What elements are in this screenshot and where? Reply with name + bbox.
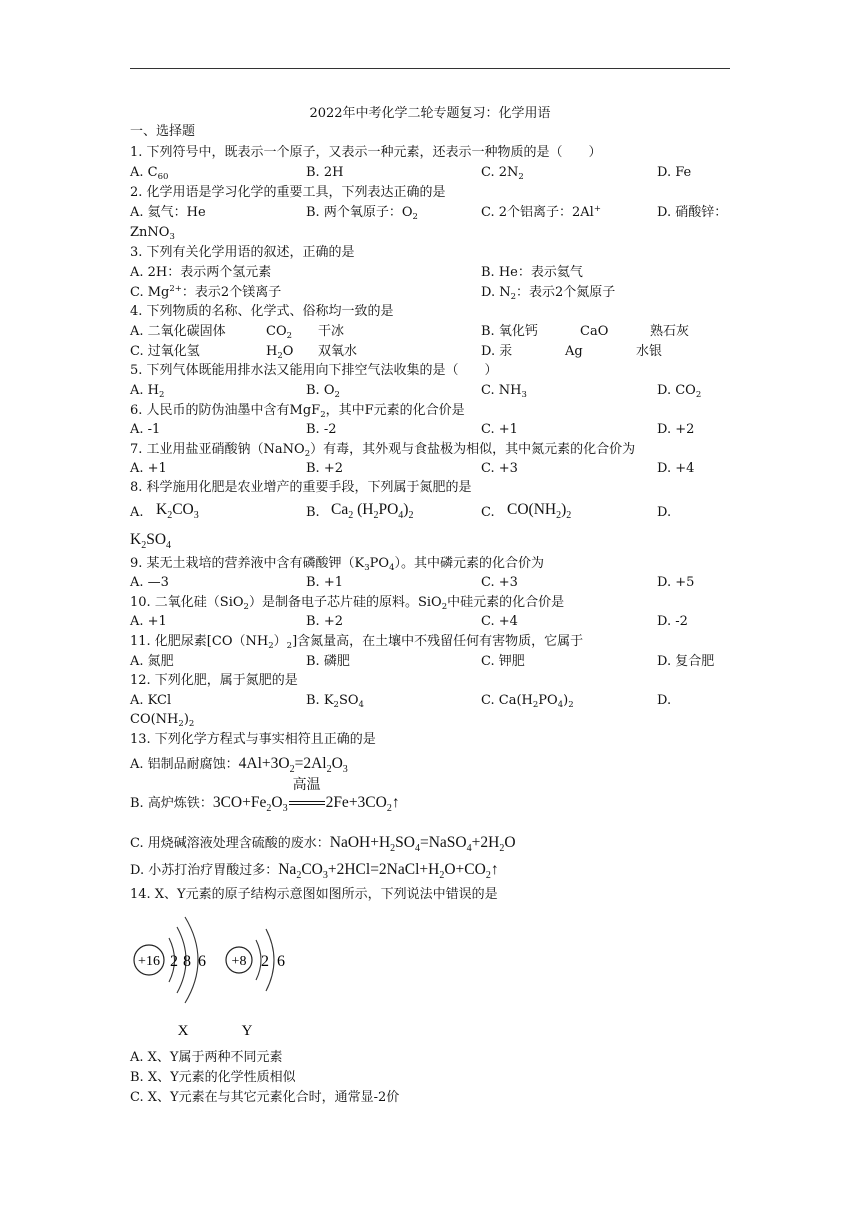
q1-option-a: A. $C_{60}$ <box>130 165 169 182</box>
atom-x-shell-3-count: 6 <box>198 953 206 970</box>
q13-stem: 13. 下列化学方程式与事实相符且正确的是 <box>130 732 376 747</box>
q14-option-a: A. X、Y属于两种不同元素 <box>130 1050 283 1065</box>
q10-option-a: A. +1 <box>130 614 167 629</box>
q5-option-b: B. $O_2$ <box>306 383 340 400</box>
q12-option-b: B. $K_2SO_4$ <box>306 693 364 710</box>
q5-option-c: C. $NH_3$ <box>481 383 527 400</box>
q9-option-c: C. +3 <box>481 575 518 590</box>
q8-option-b-label: B. <box>306 505 320 520</box>
q4-option-d-name: D. 汞 <box>481 344 513 359</box>
q13-b-equation: $3CO+Fe_2O_3$ 高温 $2Fe+3CO_2↑$ <box>212 778 400 814</box>
q1-option-c: C. $2N_2$ <box>481 165 524 182</box>
atom-x-shell-1-count: 2 <box>170 953 178 970</box>
q8-option-c-label: C. <box>481 505 495 520</box>
q13-a-equation: $4Al+3O_2=2Al_2O_3$ <box>238 755 348 775</box>
q2-stem: 2. 化学用语是学习化学的重要工具，下列表达正确的是 <box>130 185 446 200</box>
q11-option-d: D. 复合肥 <box>657 654 715 669</box>
q5-option-d: D. $CO_2$ <box>657 383 702 400</box>
q4-option-b-name: B. 氧化钙 <box>481 324 538 339</box>
header-rule <box>130 68 730 69</box>
atom-y-nucleus-charge: +8 <box>231 954 247 969</box>
q13-option-c: C. 用烧碱溶液处理含硫酸的废水：$NaOH+H_2SO_4=NaSO_4+2H_2O$ <box>130 834 516 854</box>
q2-option-b: B. 两个氧原子：$O_2$ <box>306 205 418 222</box>
q4-option-b-formula: CaO <box>580 324 609 339</box>
q4-option-d-common: 水银 <box>636 344 663 359</box>
q7-option-d: D. +4 <box>657 461 695 476</box>
q2-option-a: A. 氦气：He <box>130 205 206 220</box>
q7-option-a: A. +1 <box>130 461 167 476</box>
q13-option-b: B. 高炉炼铁：$3CO+Fe_2O_3$ 高温 $2Fe+3CO_2↑$ <box>130 778 400 814</box>
q3-stem: 3. 下列有关化学用语的叙述，正确的是 <box>130 245 355 260</box>
q6-stem: 6. 人民币的防伪油墨中含有MgF$_2$，其中F元素的化合价是 <box>130 403 465 420</box>
q7-stem: 7. 工业用盐亚硝酸钠（NaNO$_2$）有毒，其外观与食盐极为相似，其中氮元素的化合价为 <box>130 442 636 459</box>
q8-stem: 8. 科学施用化肥是农业增产的重要手段，下列属于氮肥的是 <box>130 480 472 495</box>
q14-option-c: C. X、Y元素在与其它元素化合时，通常显-2价 <box>130 1090 400 1105</box>
q13-d-equation: $Na_2CO_3+2HCl=2NaCl+H_2O+CO_2↑$ <box>278 861 499 881</box>
q9-option-a: A. —3 <box>130 575 169 590</box>
q8-option-a-formula: $K_2CO_3$ <box>156 501 199 521</box>
atom-x-shell-2-count: 8 <box>183 953 191 970</box>
q6-option-a: A. -1 <box>130 422 161 437</box>
q7-option-b: B. +2 <box>306 461 343 476</box>
q1-option-b: B. 2H <box>306 165 344 180</box>
q14-stem: 14. X、Y元素的原子结构示意图如图所示，下列说法中错误的是 <box>130 887 498 902</box>
q5-stem: 5. 下列气体既能用排水法又能用向下排空气法收集的是（ ） <box>130 363 498 378</box>
atom-y-shell-2-count: 6 <box>277 953 285 970</box>
q7-option-c: C. +3 <box>481 461 518 476</box>
q4-option-c-common: 双氧水 <box>318 344 358 359</box>
atom-y-label: Y <box>241 1023 253 1039</box>
q10-option-d: D. -2 <box>657 614 688 629</box>
q8-option-d-formula: $K_2SO_4$ <box>130 531 172 551</box>
q11-option-c: C. 钾肥 <box>481 654 525 669</box>
q4-option-b-common: 熟石灰 <box>650 324 690 339</box>
reaction-condition-high-temp: 高温 <box>288 795 326 811</box>
q13-option-a: A. 铝制品耐腐蚀：$4Al+3O_2=2Al_2O_3$ <box>130 755 348 775</box>
q12-option-a: A. KCl <box>130 693 172 708</box>
q3-option-b: B. He：表示氦气 <box>481 265 583 280</box>
q4-option-c-formula: $H_2O$ <box>266 344 294 361</box>
q12-option-c: C. $Ca(H_2PO_4)_2$ <box>481 693 574 710</box>
q4-option-a-name: A. 二氧化碳固体 <box>130 324 226 339</box>
section-heading: 一、选择题 <box>130 124 196 139</box>
q6-option-c: C. +1 <box>481 422 518 437</box>
q8-option-a-label: A. <box>130 505 144 520</box>
q3-option-c: C. $Mg^{2+}$：表示2个镁离子 <box>130 284 282 300</box>
q13-option-d: D. 小苏打治疗胃酸过多：$Na_2CO_3+2HCl=2NaCl+H_2O+CO_2↑$ <box>130 861 499 881</box>
q12-stem: 12. 下列化肥，属于氮肥的是 <box>130 673 298 688</box>
atomic-structure-diagram <box>125 905 300 1040</box>
atom-y-diagram <box>226 929 285 991</box>
q11-option-a: A. 氮肥 <box>130 654 174 669</box>
q1-option-d: D. Fe <box>657 165 692 180</box>
atom-x-nucleus-charge: +16 <box>138 954 160 969</box>
q4-option-a-formula: $CO_2$ <box>266 324 293 341</box>
q4-option-c-name: C. 过氧化氢 <box>130 344 200 359</box>
q3-option-d: D. $N_2$：表示2个氮原子 <box>481 285 616 302</box>
q2-option-d: D. 硝酸锌： <box>657 205 728 220</box>
q8-option-b-formula: $Ca_2$ $(H_2PO_4)_2$ <box>331 501 414 521</box>
q6-option-d: D. +2 <box>657 422 695 437</box>
q8-option-d-label: D. <box>657 505 672 520</box>
q3-option-a: A. 2H：表示两个氢元素 <box>130 265 272 280</box>
q9-option-b: B. +1 <box>306 575 343 590</box>
q9-stem: 9. 某无土栽培的营养液中含有磷酸钾$(K_3PO_4)$。其中磷元素的化合价为 <box>130 556 545 573</box>
q13-c-equation: $NaOH+H_2SO_4=NaSO_4+2H_2O$ <box>329 834 516 854</box>
q10-option-c: C. +4 <box>481 614 518 629</box>
q11-option-b: B. 磷肥 <box>306 654 350 669</box>
q2-option-d-formula: ZnNO$_3$ <box>130 225 175 242</box>
q11-stem: 11. 化肥尿素$[CO(NH_2)_2]$含氮量高，在土壤中不残留任何有害物质，它属于 <box>130 634 584 651</box>
atom-x-diagram <box>134 917 206 1003</box>
q12-option-d: D. <box>657 693 672 708</box>
q1-stem: 1. 下列符号中，既表示一个原子，又表示一种元素，还表示一种物质的是（ ） <box>130 145 602 160</box>
q5-option-a: A. $H_2$ <box>130 383 165 400</box>
q10-stem: 10. 二氧化硅（SiO$_2$）是制备电子芯片硅的原料。SiO$_2$中硅元素的化合价是 <box>130 595 565 612</box>
q8-option-c-formula: $CO(NH_2)_2$ <box>507 501 572 521</box>
q2-option-c: C. 2个铝离子：2Al+ <box>481 204 601 220</box>
q4-option-a-common: 干冰 <box>318 324 345 339</box>
atom-y-shell-1-count: 2 <box>261 953 269 970</box>
q4-stem: 4. 下列物质的名称、化学式、俗称均一致的是 <box>130 304 394 319</box>
q6-option-b: B. -2 <box>306 422 337 437</box>
atom-x-label: X <box>177 1023 189 1039</box>
q12-option-d-formula: $CO(NH_2)_2$ <box>130 712 195 729</box>
q10-option-b: B. +2 <box>306 614 343 629</box>
q9-option-d: D. +5 <box>657 575 695 590</box>
q14-option-b: B. X、Y元素的化学性质相似 <box>130 1070 296 1085</box>
page-title: 2022年中考化学二轮专题复习：化学用语 <box>309 106 551 121</box>
q4-option-d-formula: Ag <box>565 344 583 359</box>
